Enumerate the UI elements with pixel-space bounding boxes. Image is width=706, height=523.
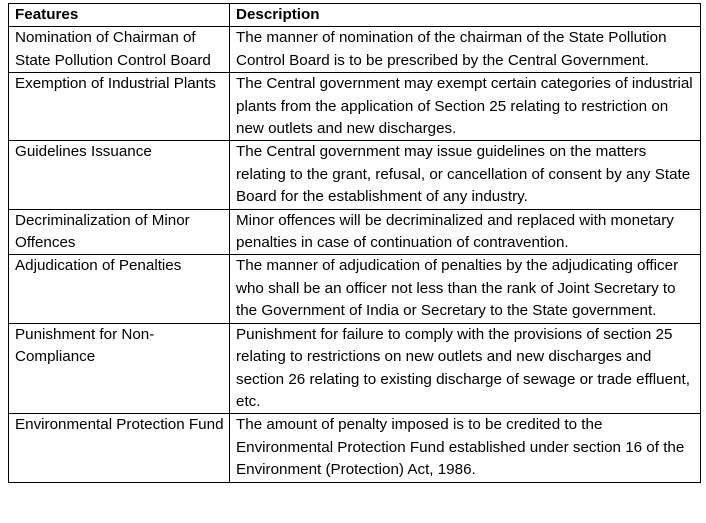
- feature-cell: Environmental Protection Fund: [9, 414, 230, 482]
- table-row: [9, 255, 701, 323]
- table-row: [9, 209, 701, 255]
- description-cell: Minor offences will be decriminalized and replaced with monetary penalties in case of continuation of contravention.: [230, 209, 701, 255]
- description-cell: The manner of nomination of the chairman of the State Pollution Control Board is to be prescribed by the Central Government.: [230, 27, 701, 73]
- table-row: [9, 414, 701, 482]
- features-table: [8, 3, 701, 483]
- feature-cell: Adjudication of Penalties: [9, 255, 230, 323]
- description-cell: The Central government may issue guidelines on the matters relating to the grant, refusal, or cancellation of consent by any State Board for the establishment of any industry.: [230, 141, 701, 209]
- description-cell: Punishment for failure to comply with the provisions of section 25 relating to restrictions on new outlets and new discharges and section 26 relating to existing discharge of sewage or trade effluent, etc.: [230, 323, 701, 414]
- table-row: [9, 27, 701, 73]
- description-cell: The manner of adjudication of penalties by the adjudicating officer who shall be an officer not less than the rank of Joint Secretary to the Government of India or Secretary to the State government.: [230, 255, 701, 323]
- header-description: Description: [230, 4, 701, 27]
- feature-cell: Decriminalization of Minor Offences: [9, 209, 230, 255]
- feature-cell: Punishment for Non-Compliance: [9, 323, 230, 414]
- feature-cell: Exemption of Industrial Plants: [9, 73, 230, 141]
- header-row: [9, 4, 701, 27]
- feature-cell: Guidelines Issuance: [9, 141, 230, 209]
- header-features: Features: [9, 4, 230, 27]
- table-body: [9, 27, 701, 482]
- table-row: [9, 141, 701, 209]
- feature-cell: Nomination of Chairman of State Pollution Control Board: [9, 27, 230, 73]
- description-cell: The Central government may exempt certain categories of industrial plants from the application of Section 25 relating to restriction on new outlets and new discharges.: [230, 73, 701, 141]
- description-cell: The amount of penalty imposed is to be credited to the Environmental Protection Fund established under section 16 of the Environment (Protection) Act, 1986.: [230, 414, 701, 482]
- table-row: [9, 73, 701, 141]
- table-row: [9, 323, 701, 414]
- table-header: [9, 4, 701, 27]
